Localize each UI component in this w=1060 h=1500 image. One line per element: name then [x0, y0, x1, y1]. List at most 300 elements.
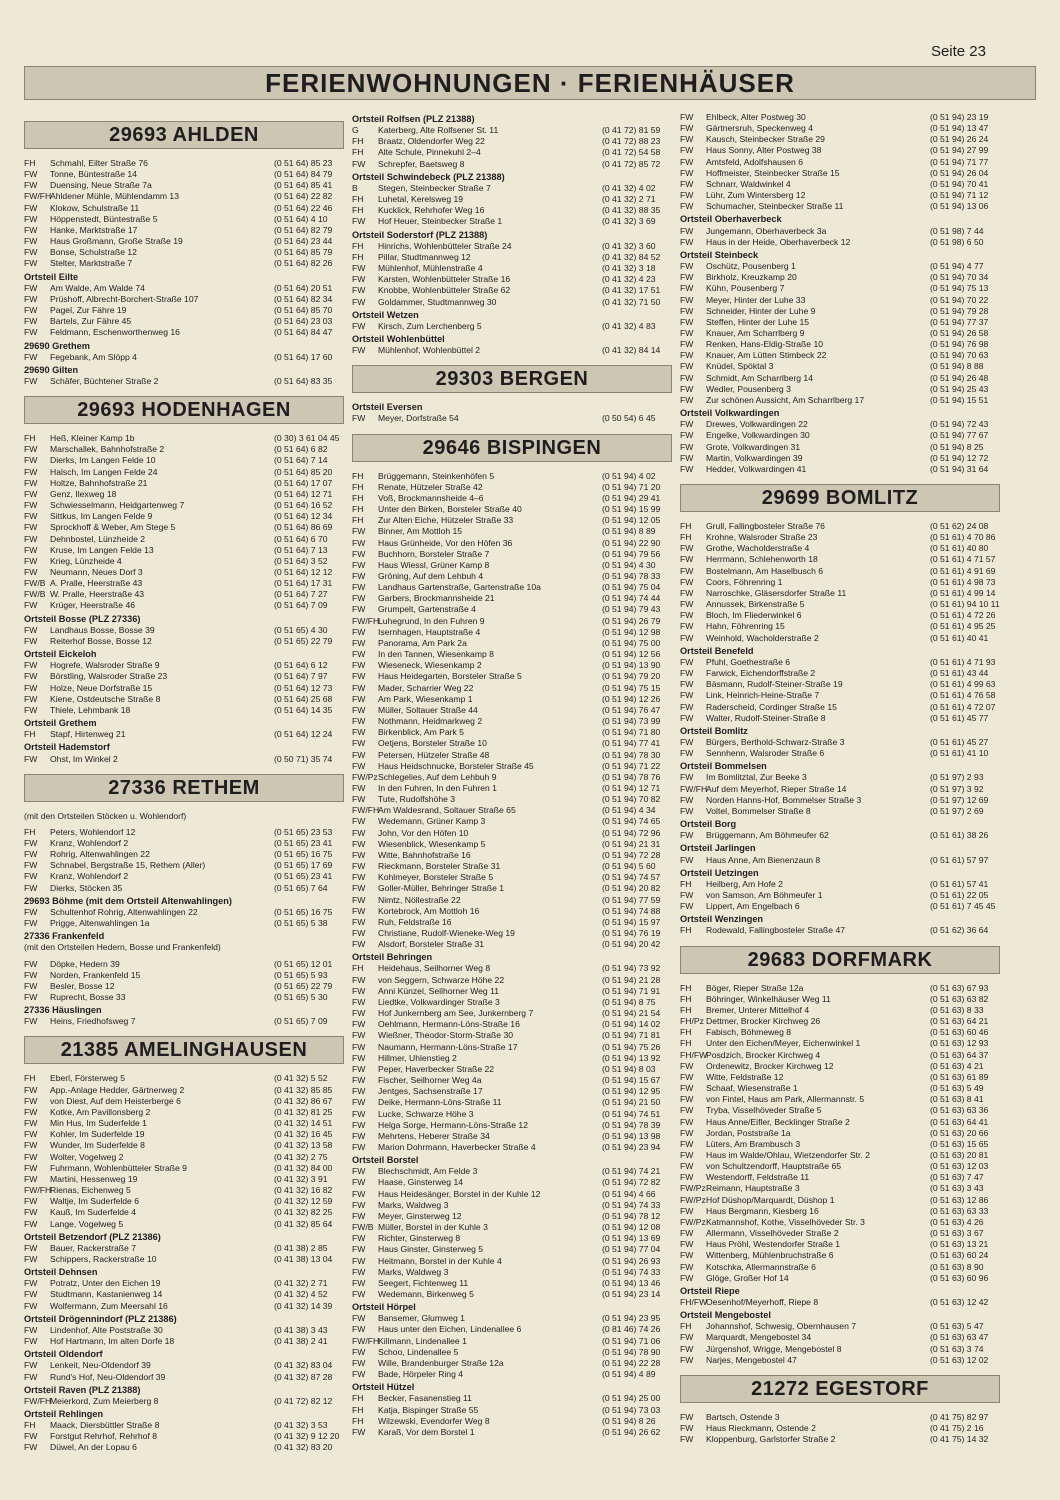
listing-name: Helga Sorge, Hermann-Löns-Straße 12 [378, 1119, 528, 1130]
listing-row [680, 830, 1000, 841]
listing-type: FW [680, 794, 694, 805]
listing-type: FW/B [24, 578, 46, 589]
district-heading: Ortsteil Wenzingen [680, 914, 764, 925]
listing-type: FW [680, 463, 694, 474]
listing-name: Bade, Hörpeler Ring 4 [378, 1369, 464, 1380]
listing-name: Oesenhof/Meyerhoff, Riepe 8 [706, 1297, 819, 1307]
listing-name: Brüggemann, Am Böhmeufer 62 [706, 830, 829, 841]
listing-phone: (0 51 64) 82 34 [274, 293, 333, 304]
listing-type: FW [680, 1127, 694, 1138]
listing-row [24, 1174, 344, 1185]
listing-phone: (0 51 64) 85 79 [274, 247, 333, 258]
district-heading: Ortsteil Borg [680, 819, 737, 830]
listing-name: Halsch, Im Langen Felde 24 [50, 466, 158, 477]
listing-name: Tute, Rudolfshöhe 3 [378, 794, 456, 805]
listing-row [352, 1405, 672, 1416]
listing-name: Forstgut Rehrhof, Rehrhof 8 [50, 1431, 157, 1442]
listing-type: FW [24, 202, 38, 213]
listing-name: Haus Ginster, Ginsterweg 5 [378, 1244, 484, 1255]
listing-row [680, 226, 1000, 237]
town-heading: 21272 EGESTORF [680, 1375, 1000, 1403]
district-heading: Ortsteil Hörpel [352, 1302, 416, 1313]
listing-row [24, 1278, 344, 1289]
listing-row [680, 1027, 1000, 1038]
listing-row [680, 1195, 1000, 1206]
listing-phone: (0 41 32) 2 71 [602, 194, 656, 205]
listing-row [680, 1321, 1000, 1332]
listing-phone: (0 51 63) 3 67 [930, 1228, 984, 1239]
listing-type: FW [680, 372, 694, 383]
listing-type: G [352, 125, 359, 136]
listing-row [352, 159, 672, 170]
listing-type: FW [24, 860, 38, 871]
listing-type: FW/Pz [680, 1183, 706, 1194]
listing-name: Knauer, Am Lütten Stimbeck 22 [706, 350, 827, 361]
listing-name: Martini, Hessenweg 19 [50, 1173, 138, 1184]
listing-type: FW [352, 704, 366, 715]
listing-phone: (0 51 64) 20 51 [274, 282, 333, 293]
listing-name: Hillmer, Uhlenstieg 2 [378, 1052, 457, 1063]
listing-phone: (0 51 65) 22 79 [274, 635, 333, 646]
listing-row [680, 925, 1000, 936]
listing-name: Landhaus Gartenstraße, Gartenstraße 10a [378, 582, 541, 593]
listing-phone: (0 51 63) 7 47 [930, 1172, 984, 1183]
listing-name: Garbers, Brockmannsheide 21 [378, 593, 495, 604]
listing-phone: (0 51 64) 3 52 [274, 555, 328, 566]
listing-name: Narroschke, Gläsersdorfer Straße 11 [706, 587, 847, 598]
listing-name: Johannshof, Schwesig, Obernhausen 7 [706, 1321, 857, 1332]
listing-row [352, 963, 672, 974]
listing-type: FW [680, 679, 694, 690]
listing-type: FW [24, 1431, 38, 1442]
listing-row [24, 1336, 344, 1347]
district-heading: Ortsteil Eilte [24, 271, 79, 282]
listing-row [680, 633, 1000, 644]
listing-phone: (0 51 94) 71 80 [602, 727, 661, 738]
listing-phone: (0 51 61) 4 99 14 [930, 587, 996, 598]
listing-type: FH [24, 1420, 36, 1431]
listing-type: FW [24, 316, 38, 327]
district-heading: Ortsteil Drögennindorf (PLZ 21386) [24, 1313, 177, 1324]
listing-type: FW [24, 1016, 38, 1027]
listing-phone: (0 51 94) 79 56 [602, 548, 661, 559]
listing-phone: (0 51 63) 12 42 [930, 1297, 989, 1307]
listing-type: FW [24, 213, 38, 224]
listing-row [24, 1243, 344, 1254]
listing-type: FW [680, 890, 694, 900]
listing-row [352, 1019, 672, 1030]
listing-row [352, 986, 672, 997]
listing-type: FH [24, 826, 36, 837]
listing-name: Pagel, Zur Fähre 19 [50, 305, 127, 316]
listing-row [680, 1150, 1000, 1161]
listing-type: FW [24, 1218, 38, 1229]
listing-name: Hahn, Föhrenring 15 [706, 621, 785, 632]
listing-row [680, 713, 1000, 724]
listing-phone: (0 41 32) 5 52 [274, 1073, 328, 1084]
listing-name: Gröning, Auf dem Lehbuh 4 [378, 571, 484, 581]
listing-type: FW [352, 974, 366, 985]
listing-type: FW/Pz [680, 1216, 706, 1227]
listing-name: Becker, Fasanenstieg 11 [378, 1393, 472, 1404]
listing-name: Ruprecht, Bosse 33 [50, 992, 126, 1002]
listing-type: FH [680, 925, 692, 936]
listing-phone: (0 51 64) 23 44 [274, 236, 333, 247]
listing-phone: (0 51 63) 63 82 [930, 993, 989, 1004]
listing-row [352, 705, 672, 716]
listing-phone: (0 51 94) 73 99 [602, 716, 661, 727]
district-heading: Ortsteil Jarlingen [680, 843, 756, 854]
listing-row [24, 433, 344, 444]
listing-type: FW/B [352, 1222, 374, 1233]
listing-name: Jentges, Sachsenstraße 17 [378, 1086, 483, 1097]
listing-name: Gärtnersruh, Speckenweg 4 [706, 123, 814, 134]
listing-name: Heidehaus, Seilhorner Weg 8 [378, 963, 491, 974]
listing-type: FW [680, 805, 694, 816]
listing-phone: (0 41 38) 2 85 [274, 1242, 328, 1253]
listing-type: FH [680, 982, 692, 993]
listing-row [352, 1347, 672, 1358]
listing-row [680, 543, 1000, 554]
listing-type: FH/Pz [680, 1016, 704, 1027]
listing-row [352, 1097, 672, 1108]
listing-name: Wießner, Theodor-Storm-Straße 30 [378, 1030, 514, 1041]
listing-phone: (0 51 94) 26 58 [930, 327, 989, 338]
listing-name: Thiele, Lehmbank 18 [50, 704, 131, 715]
listing-name: Düwel, An der Lopau 6 [50, 1442, 137, 1453]
listing-name: Amtsfeld, Adolfshausen 6 [706, 156, 803, 167]
listing-type: FW [24, 282, 38, 293]
listing-row [680, 1139, 1000, 1150]
listing-type: FW [352, 1108, 366, 1119]
listing-row [680, 317, 1000, 328]
listing-name: Lindenhof, Alte Poststraße 30 [50, 1324, 163, 1335]
listing-type: FW [680, 1332, 694, 1343]
listing-type: FW [24, 533, 38, 544]
listing-row [352, 1200, 672, 1211]
listing-row [352, 1267, 672, 1278]
listing-type: FW [24, 1324, 38, 1335]
listing-phone: (0 51 61) 40 41 [930, 632, 989, 643]
listing-name: von Seggern, Schwarze Höhe 22 [378, 974, 505, 985]
listing-row [680, 806, 1000, 817]
listing-type: FW [352, 693, 366, 704]
listing-row [24, 1396, 344, 1407]
listing-type: FW [352, 794, 366, 805]
column-3 [680, 112, 1000, 1445]
listing-name: Karaß, Vor dem Borstel 1 [378, 1426, 475, 1437]
listing-type: FW [680, 656, 694, 667]
listing-name: Link, Heinrich-Heine-Straße 7 [706, 690, 820, 701]
listing-name: Stelter, Marktstraße 7 [50, 258, 133, 269]
listing-type: FW [352, 1233, 366, 1244]
listing-row [352, 716, 672, 727]
listing-row [352, 928, 672, 939]
listing-name: Jungemann, Oberhaverbeck 3a [706, 225, 827, 236]
listing-row [680, 1005, 1000, 1016]
listing-name: Haus Großmann, Große Straße 19 [50, 236, 183, 247]
listing-type: FW [352, 559, 366, 570]
listing-row [24, 1140, 344, 1151]
listing-name: Fabisch, Böhmeweg 8 [706, 1027, 792, 1038]
listing-type: FW [352, 682, 366, 693]
listing-name: Drewes, Volkwardingen 22 [706, 419, 808, 430]
listing-row [24, 1107, 344, 1118]
listing-row [24, 1219, 344, 1230]
listing-row [24, 478, 344, 489]
listing-phone: (0 41 32) 71 50 [602, 296, 661, 307]
listing-phone: (0 51 94) 75 15 [602, 682, 661, 693]
listing-name: Bartels, Zur Fähre 45 [50, 316, 132, 327]
listing-name: Mühlenhof, Wohlenbüttel 2 [378, 345, 481, 356]
listing-phone: (0 51 65) 7 09 [274, 1016, 328, 1027]
listing-name: Rohrig, Altenwahlingen 22 [50, 849, 150, 860]
listing-name: Petersen, Hützeler Straße 48 [378, 749, 490, 760]
listing-name: Rieckmann, Borsteler Straße 31 [378, 861, 501, 872]
listing-name: Haase, Ginsterweg 14 [378, 1177, 464, 1188]
listing-name: Kortebrock, Am Mottloh 16 [378, 905, 480, 916]
listing-type: FW [680, 565, 694, 576]
listing-row [352, 1189, 672, 1200]
listing-phone: (0 51 94) 29 41 [602, 492, 661, 503]
listing-row [680, 983, 1000, 994]
listing-phone: (0 51 94) 12 98 [602, 626, 661, 637]
listing-row [680, 1262, 1000, 1273]
listing-row [680, 1217, 1000, 1228]
listing-row [680, 395, 1000, 406]
listing-phone: (0 51 94) 23 14 [602, 1289, 661, 1299]
listing-phone: (0 41 32) 87 28 [274, 1371, 333, 1382]
listing-phone: (0 51 64) 86 69 [274, 522, 333, 533]
listing-type: FW [680, 167, 694, 178]
listing-type: FH [680, 1038, 692, 1049]
listing-name: Kiene, Ostdeutsche Straße 8 [50, 693, 161, 704]
listing-row [352, 216, 672, 227]
listing-phone: (0 51 94) 4 66 [602, 1188, 656, 1199]
listing-row [24, 567, 344, 578]
listing-row [680, 261, 1000, 272]
listing-name: Witte, Bahnhofstraße 16 [378, 849, 471, 860]
listing-phone: (0 41 32) 4 23 [602, 274, 656, 285]
listing-phone: (0 51 61) 45 27 [930, 736, 989, 747]
listing-phone: (0 51 63) 4 26 [930, 1216, 984, 1227]
listing-row [24, 545, 344, 556]
listing-row [24, 600, 344, 611]
listing-type: FH [352, 1393, 364, 1404]
town-heading: 29693 AHLDEN [24, 121, 344, 149]
listing-phone: (0 51 63) 8 90 [930, 1261, 984, 1272]
listing-row [680, 1228, 1000, 1239]
listing-row [680, 879, 1000, 890]
listing-row [352, 761, 672, 772]
listing-phone: (0 51 64) 22 82 [274, 191, 333, 202]
listing-row [24, 1420, 344, 1431]
listing-type: FW [24, 958, 38, 969]
listing-phone: (0 41 32) 81 25 [274, 1106, 333, 1117]
listing-phone: (0 51 63) 64 21 [930, 1016, 989, 1027]
listing-phone: (0 51 94) 71 06 [602, 1335, 661, 1346]
listing-name: Panorama, Am Park 2a [378, 637, 467, 648]
listing-phone: (0 41 32) 3 91 [274, 1173, 328, 1184]
listing-type: FW [680, 748, 694, 759]
listing-name: Allermann, Visselhöveder Straße 2 [706, 1228, 839, 1239]
listing-phone: (0 51 61) 4 99 63 [930, 679, 996, 690]
listing-row [24, 1196, 344, 1207]
listing-phone: (0 51 94) 12 72 [930, 452, 989, 463]
listing-phone: (0 51 94) 74 33 [602, 1199, 661, 1210]
listing-phone: (0 51 94) 15 97 [602, 916, 661, 927]
listing-phone: (0 51 94) 74 65 [602, 816, 661, 827]
district-heading: Ortsteil Oberhaverbeck [680, 214, 782, 225]
listing-type: FH [352, 1404, 364, 1415]
listing-phone: (0 51 94) 12 71 [602, 782, 661, 793]
listing-phone: (0 51 94) 21 50 [602, 1097, 661, 1108]
listing-name: Westendorff, Feldstraße 11 [706, 1172, 810, 1183]
listing-row [680, 855, 1000, 866]
listing-phone: (0 41 38) 2 41 [274, 1336, 328, 1347]
listing-type: FW [352, 760, 366, 771]
district-heading: Ortsteil Bosse (PLZ 27336) [24, 613, 141, 624]
listing-row [352, 638, 672, 649]
listing-phone: (0 51 94) 26 04 [930, 167, 989, 178]
listing-name: Grote, Volkwardingen 31 [706, 441, 801, 452]
listing-phone: (0 51 94) 73 92 [602, 963, 661, 974]
listing-type: FW [352, 216, 366, 227]
listing-phone: (0 51 94) 4 30 [602, 559, 656, 570]
listing-phone: (0 51 65) 17 69 [274, 860, 333, 871]
listing-type: FW [24, 488, 38, 499]
listing-phone: (0 51 94) 71 81 [602, 1030, 661, 1041]
listing-row [352, 183, 672, 194]
listing-type: FW [352, 1008, 366, 1019]
listing-type: FW [680, 1411, 694, 1422]
listing-phone: (0 41 32) 88 35 [602, 205, 661, 216]
listing-row [24, 534, 344, 545]
listing-name: Haus Grünheide, Vor den Höfen 36 [378, 537, 513, 548]
listing-name: Hof Junkernberg am See, Junkernberg 7 [378, 1008, 534, 1019]
listing-type: FW [352, 660, 366, 671]
listing-name: Alte Schule, Pinnekuhl 2–4 [378, 147, 481, 158]
listing-row [680, 657, 1000, 668]
listing-row [24, 1207, 344, 1218]
listing-type: FW [680, 178, 694, 189]
listing-row [24, 511, 344, 522]
listing-type: FW [352, 526, 366, 537]
listing-phone: (0 51 64) 6 70 [274, 533, 328, 544]
listing-row [24, 754, 344, 765]
listing-name: Alsdorf, Borsteler Straße 31 [378, 939, 485, 950]
listing-row [352, 1177, 672, 1188]
listing-type: FW [680, 123, 694, 134]
listing-type: FW [352, 749, 366, 760]
listing-phone: (0 51 64) 14 35 [274, 704, 333, 715]
listing-type: FW [680, 1354, 694, 1365]
listing-phone: (0 41 72) 81 59 [602, 125, 661, 136]
listing-name: Marquardt, Mengebostel 34 [706, 1332, 812, 1343]
listing-type: FH [352, 470, 364, 481]
district-heading: Ortsteil Benefeld [680, 645, 754, 656]
listing-name: Bäsmann, Rudolf-Steiner-Straße 19 [706, 679, 843, 690]
listing-name: Hedder, Volkwardingen 41 [706, 463, 807, 474]
listing-row [352, 1131, 672, 1142]
listing-type: FW [24, 980, 38, 991]
listing-row [352, 1109, 672, 1120]
listing-type: FW [352, 1097, 366, 1108]
listing-name: Sprockhoff & Weber, Am Stege 5 [50, 522, 176, 533]
listing-phone: (0 51 94) 12 95 [602, 1086, 661, 1097]
listing-row [680, 901, 1000, 912]
listing-name: Jürgenshof, Wrigge, Mengebostel 8 [706, 1343, 842, 1354]
listing-row [680, 1183, 1000, 1194]
page-title: FERIENWOHNUNGEN · FERIENHÄUSER [24, 66, 1036, 100]
listing-row [352, 616, 672, 627]
listing-type: FW [24, 1360, 38, 1371]
listing-name: Schmidt, Am Scharrlberg 14 [706, 372, 813, 383]
listing-type: FW/FH [352, 805, 380, 816]
listing-row [680, 1128, 1000, 1139]
listing-phone: (0 51 94) 78 12 [602, 1210, 661, 1221]
listing-type: FW [24, 660, 38, 671]
listing-row [24, 522, 344, 533]
listing-phone: (0 51 94) 26 48 [930, 372, 989, 383]
listing-row [352, 805, 672, 816]
listing-row [352, 1075, 672, 1086]
listing-phone: (0 51 63) 3 43 [930, 1183, 984, 1194]
listing-name: Börstling, Walsroder Straße 23 [50, 671, 168, 682]
listing-type: FW [680, 736, 694, 747]
listing-phone: (0 51 94) 26 79 [602, 615, 661, 626]
listing-type: FW [680, 1205, 694, 1216]
listing-phone: (0 51 97) 3 92 [930, 783, 984, 794]
listing-phone: (0 51 94) 4 02 [602, 470, 656, 481]
listing-type: FW [680, 1343, 694, 1354]
listing-name: Lucke, Schwarze Höhe 3 [378, 1108, 474, 1119]
listing-name: Martin, Volkwardingen 39 [706, 452, 803, 463]
listing-row [352, 1166, 672, 1177]
listing-row [24, 625, 344, 636]
listing-row [24, 283, 344, 294]
listing-name: Narjes, Mengebostel 47 [706, 1354, 797, 1365]
listing-type: FW [352, 1119, 366, 1130]
listing-name: App.-Anlage Hedder, Gärtnerweg 2 [50, 1084, 185, 1095]
listing-phone: (0 41 32) 16 82 [274, 1185, 333, 1196]
listing-phone: (0 51 94) 21 54 [602, 1008, 661, 1019]
listing-phone: (0 51 64) 7 14 [274, 455, 328, 466]
listing-type: FW [352, 274, 366, 285]
listing-name: Braatz, Oldendorfer Weg 22 [378, 136, 485, 147]
listing-phone: (0 51 62) 24 08 [930, 521, 989, 531]
listing-type: FH [352, 194, 364, 205]
listing-type: FW [24, 1371, 38, 1382]
listing-phone: (0 51 94) 75 00 [602, 637, 661, 648]
listing-phone: (0 41 32) 84 00 [274, 1162, 333, 1173]
listing-row [24, 258, 344, 269]
listing-row [352, 604, 672, 615]
listing-phone: (0 41 32) 3 18 [602, 263, 656, 274]
listing-phone: (0 41 32) 3 60 [602, 240, 656, 251]
listing-phone: (0 51 94) 75 26 [602, 1041, 661, 1052]
listing-name: Wolfermann, Zum Meersahl 16 [50, 1300, 168, 1311]
listing-name: Am Waldesrand, Soltauer Straße 65 [378, 805, 516, 816]
listing-type: FW [680, 201, 694, 212]
listing-row [352, 1427, 672, 1438]
listing-phone: (0 51 94) 23 95 [602, 1313, 661, 1324]
listing-name: Zur Alten Eiche, Hützeler Straße 33 [378, 515, 514, 526]
listing-phone: (0 41 75) 14 32 [930, 1434, 989, 1445]
listing-name: Posdzich, Brocker Kirchweg 4 [706, 1049, 821, 1060]
listing-type: FH [352, 147, 364, 158]
listing-type: FW [352, 827, 366, 838]
